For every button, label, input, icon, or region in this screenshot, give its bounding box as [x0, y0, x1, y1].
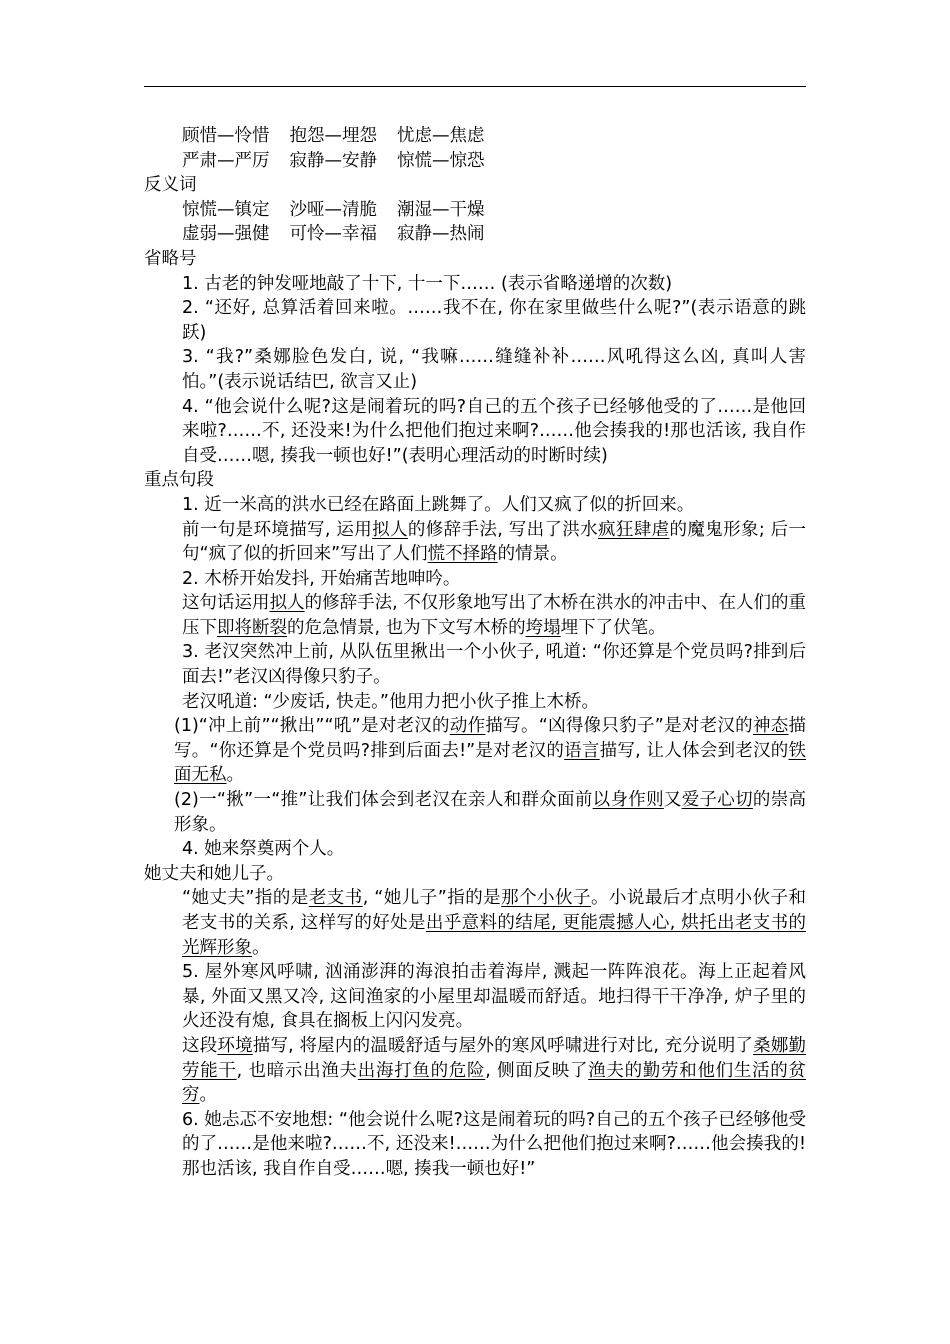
- ellipsis-example: 1. 古老的钟发哑地敲了十下, 十一下…… (表示省略递增的次数): [182, 273, 673, 294]
- synonym-row: 严肃—严厉 寂静—安静 惊慌—惊恐: [182, 150, 485, 171]
- key-sentence: 1. 近一米高的洪水已经在路面上跳舞了。人们又疯了似的折回来。: [182, 494, 695, 515]
- analysis: 这句话运用拟人的修辞手法, 不仅形象地写出了木桥在洪水的冲击中、在人们的重压下即将断裂的危急情景, 也为下文写木桥的垮塌埋下了伏笔。: [182, 593, 807, 638]
- analysis: (2)一“揪”一“推”让我们体会到老汉在亲人和群众面前以身作则又爱子心切的崇高形象。: [174, 790, 807, 835]
- analysis: 前一句是环境描写, 运用拟人的修辞手法, 写出了洪水疯狂肆虐的魔鬼形象; 后一句“疯了似的折回来”写出了人们慌不择路的情景。: [182, 519, 807, 565]
- ellipsis-example: 3. “我?”桑娜脸色发白, 说, “我嘛……缝缝补补……风吼得这么凶, 真叫人害怕。”(表示说话结巴, 欲言又止): [182, 347, 806, 392]
- synonym-row: 顾惜—怜惜 抱怨—埋怨 忧虑—焦虑: [182, 126, 485, 146]
- section-heading: 省略号: [144, 248, 197, 269]
- answer: 她丈夫和她儿子。: [144, 863, 284, 884]
- key-sentence: 6. 她忐忑不安地想: “他会说什么呢?这是闹着玩的吗?自己的五个孩子已经够他受的了……是他来啦?……不, 还没来!……为什么把他们抱过来啊?……他会揍我的!那也活该, 我自作自受……嗯, 揍我一顿也好!”: [182, 1109, 806, 1179]
- key-sentence: 2. 木桥开始发抖, 开始痛苦地呻吟。: [182, 568, 461, 589]
- key-sentence: 4. 她来祭奠两个人。: [182, 839, 345, 860]
- analysis: “她丈夫”指的是老支书, “她儿子”指的是那个小伙子。小说最后才点明小伙子和老支书的关系, 这样写的好处是出乎意料的结尾, 更能震撼人心, 烘托出老支书的光辉形象。: [182, 888, 807, 958]
- ellipsis-example: 2. “还好, 总算活着回来啦。……我不在, 你在家里做些什么呢?”(表示语意的跳跃): [182, 298, 806, 343]
- section-heading: 重点句段: [144, 470, 214, 491]
- header-rule: [144, 86, 806, 87]
- antonym-row: 虚弱—强健 可怜—幸福 寂静—热闹: [182, 224, 485, 245]
- key-sentence: 3. 老汉突然冲上前, 从队伍里揪出一个小伙子, 吼道: “你还算是个党员吗?排到后面去!”老汉凶得像只豹子。: [182, 642, 806, 688]
- document-body: [144, 124, 806, 1182]
- key-sentence: 5. 屋外寒风呼啸, 汹涌澎湃的海浪拍击着海岸, 溅起一阵阵浪花。海上正起着风暴, 外面又黑又冷, 这间渔家的小屋里却温暖而舒适。地扫得干干净净, 炉子里的火还没有熄, 食具在搁板上闪闪发亮。: [182, 962, 806, 1032]
- key-sentence: 老汉吼道: “少废话, 快走。”他用力把小伙子推上木桥。: [182, 691, 599, 712]
- ellipsis-example: 4. “他会说什么呢?这是闹着玩的吗?自己的五个孩子已经够他受的了……是他回来啦?……不, 还没来!为什么把他们抱过来啊?……他会揍我的!那也活该, 我自作自受……嗯, 揍我一顿也好!”(表明心理活动的时断时续): [182, 396, 806, 466]
- section-heading: 反义词: [144, 175, 197, 196]
- antonym-row: 惊慌—镇定 沙哑—清脆 潮湿—干燥: [182, 199, 485, 220]
- analysis: 这段环境描写, 将屋内的温暖舒适与屋外的寒风呼啸进行对比, 充分说明了桑娜勤劳能干, 也暗示出渔夫出海打鱼的危险, 侧面反映了渔夫的勤劳和他们生活的贫穷。: [182, 1035, 807, 1106]
- analysis: (1)“冲上前”“揪出”“吼”是对老汉的动作描写。“凶得像只豹子”是对老汉的神态描写。“你还算是个党员吗?排到后面去!”是对老汉的语言描写, 让人体会到老汉的铁面无私。: [174, 716, 807, 786]
